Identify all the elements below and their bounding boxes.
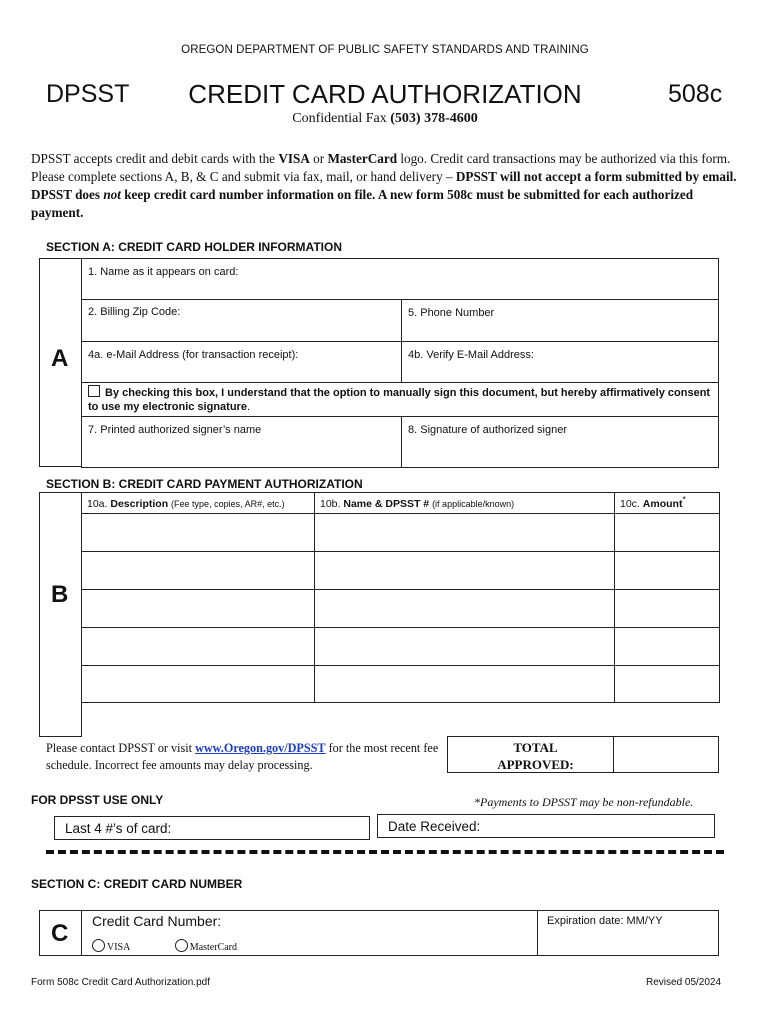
signature-field[interactable] [402, 417, 719, 468]
total-approved-label-box [447, 736, 614, 773]
verify-email-field[interactable] [402, 342, 719, 383]
section-b-letter-box [39, 492, 82, 737]
mastercard-radio[interactable] [175, 939, 188, 952]
billing-zip-label: 2. Billing Zip Code: [88, 306, 181, 318]
credit-card-number-field[interactable] [81, 910, 538, 956]
section-a-letter-box [39, 258, 82, 467]
section-a-title: SECTION A: CREDIT CARD HOLDER INFORMATION [46, 240, 342, 254]
intro-paragraph [31, 150, 743, 222]
section-b-letter: B [51, 581, 69, 608]
total-approved-field[interactable] [613, 736, 719, 773]
date-received-label: Date Received: [388, 819, 481, 834]
consent-period: . [246, 401, 250, 413]
last-four-field[interactable] [54, 816, 370, 840]
amount-cell-1[interactable] [615, 514, 720, 552]
verify-email-label: 4b. Verify E-Mail Address: [408, 349, 534, 361]
form-title: CREDIT CARD AUTHORIZATION [188, 79, 582, 109]
approved-label: APPROVED: [497, 757, 574, 772]
email-field[interactable] [82, 342, 402, 383]
col-name-header: 10b. Name & DPSST # (if applicable/known) [315, 493, 615, 514]
last-four-label: Last 4 #’s of card: [65, 821, 172, 836]
printed-name-label: 7. Printed authorized signer’s name [88, 424, 262, 436]
email-label: 4a. e-Mail Address (for transaction receipt): [88, 349, 299, 361]
section-a-table [81, 258, 719, 468]
name-on-card-label: 1. Name as it appears on card: [88, 266, 239, 278]
intro-mastercard: MasterCard [327, 151, 398, 166]
agency-abbrev: DPSST [46, 80, 130, 108]
amount-cell-2[interactable] [615, 552, 720, 590]
intro-bold-2: keep credit card number information on file. A new form 508c must be submitted for each authorized payment. [31, 187, 694, 220]
phone-number-label: 5. Phone Number [408, 307, 495, 319]
visa-label: VISA [107, 942, 130, 953]
dpsst-use-title: FOR DPSST USE ONLY [31, 793, 164, 807]
visa-radio[interactable] [92, 939, 105, 952]
consent-text: By checking this box, I understand that the option to manually sign this document, but hereby affirmatively consent to use my electronic signature [88, 387, 711, 413]
col-description-header: 10a. Description (Fee type, copies, AR#, etc.) [82, 493, 315, 514]
desc-cell-3[interactable] [82, 590, 315, 628]
intro-not: not [103, 187, 121, 202]
name-on-card-field[interactable] [82, 259, 719, 300]
intro-text-1: DPSST accepts credit and debit cards with the [31, 151, 279, 166]
payment-table [81, 492, 720, 703]
name-cell-3[interactable] [315, 590, 615, 628]
section-a-letter: A [51, 345, 69, 372]
consent-row [82, 383, 719, 417]
intro-text-2: logo. Credit card transactions may be authorized via this form. Please complete sections A, B, & C and submit via fax, mail, or hand delivery – [31, 151, 731, 184]
printed-name-field[interactable] [82, 417, 402, 468]
card-type-options [92, 939, 237, 953]
fax-number: (503) 378-4600 [390, 111, 478, 126]
date-received-field[interactable] [377, 814, 715, 838]
section-c-letter: C [51, 920, 69, 947]
col-amount-header: 10c. Amount* [615, 493, 720, 514]
amount-cell-5[interactable] [615, 666, 720, 703]
intro-or: or [309, 151, 328, 166]
mastercard-label: MasterCard [189, 942, 238, 953]
intro-visa: VISA [278, 151, 310, 166]
footer-revised: Revised 05/2024 [646, 977, 722, 988]
department-name: OREGON DEPARTMENT OF PUBLIC SAFETY STANDARDS AND TRAINING [181, 44, 589, 56]
total-label: TOTAL [513, 740, 558, 755]
name-cell-1[interactable] [315, 514, 615, 552]
phone-number-field[interactable] [402, 300, 719, 342]
desc-cell-4[interactable] [82, 628, 315, 666]
footer-filename: Form 508c Credit Card Authorization.pdf [31, 977, 210, 988]
form-number: 508c [668, 80, 723, 108]
desc-cell-1[interactable] [82, 514, 315, 552]
name-cell-5[interactable] [315, 666, 615, 703]
desc-cell-5[interactable] [82, 666, 315, 703]
consent-checkbox[interactable] [88, 385, 100, 397]
name-cell-4[interactable] [315, 628, 615, 666]
name-cell-2[interactable] [315, 552, 615, 590]
cut-line-divider [46, 850, 724, 854]
expiration-date-label: Expiration date: MM/YY [547, 915, 663, 927]
fax-label: Confidential Fax [292, 111, 387, 126]
intro-bold-1: DPSST will not accept a form submitted by email. DPSST does [31, 169, 737, 202]
expiration-date-field[interactable] [537, 910, 719, 956]
section-c-title: SECTION C: CREDIT CARD NUMBER [31, 877, 243, 891]
signature-label: 8. Signature of authorized signer [408, 424, 567, 436]
credit-card-number-label: Credit Card Number: [92, 913, 222, 929]
amount-cell-3[interactable] [615, 590, 720, 628]
fee-schedule-note: Please contact DPSST or visit www.Oregon.gov/DPSST for the most recent fee schedule. Incorrect fee amounts may delay processing. [46, 741, 439, 772]
section-c-letter-box [39, 910, 82, 956]
billing-zip-field[interactable] [82, 300, 402, 342]
desc-cell-2[interactable] [82, 552, 315, 590]
dpsst-website-link[interactable]: www.Oregon.gov/DPSST [195, 741, 326, 755]
section-b-title: SECTION B: CREDIT CARD PAYMENT AUTHORIZATION [46, 477, 363, 491]
amount-cell-4[interactable] [615, 628, 720, 666]
non-refundable-note: *Payments to DPSST may be non-refundable. [474, 795, 694, 809]
fax-line [0, 111, 770, 127]
